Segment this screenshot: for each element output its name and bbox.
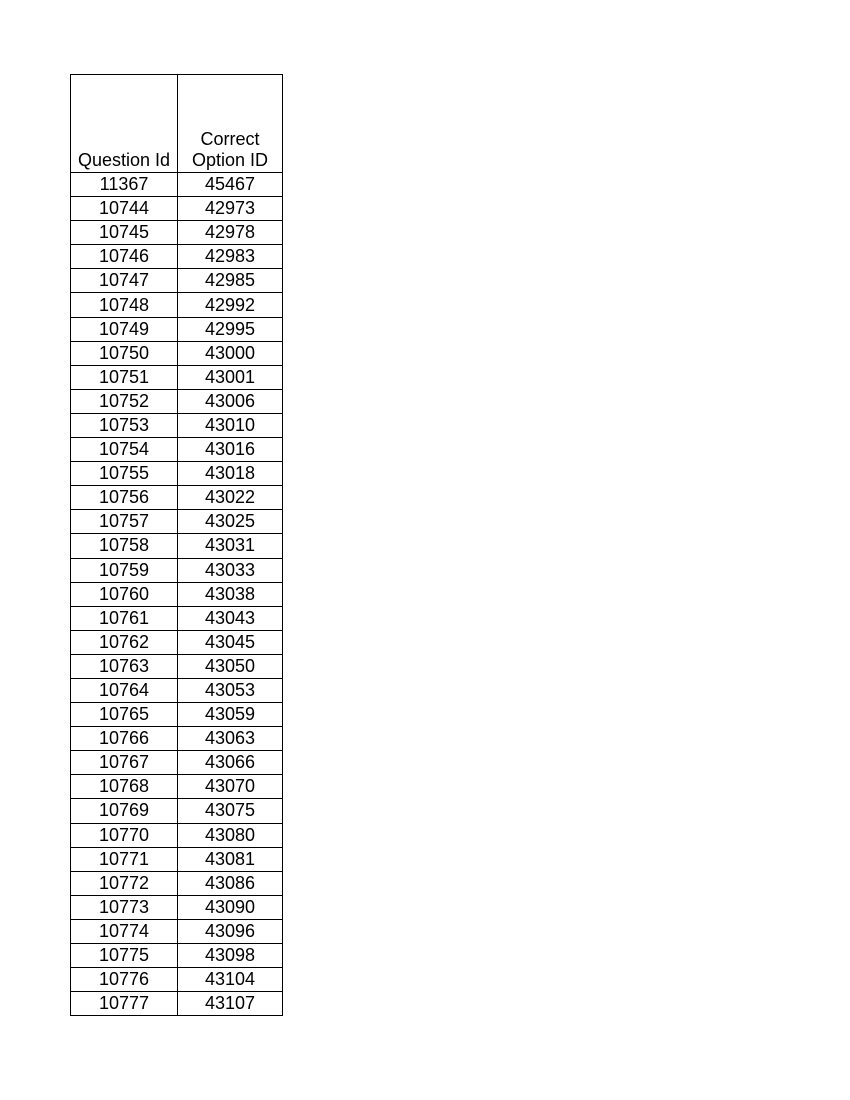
question-id-cell: 10756 (71, 486, 178, 510)
question-id-cell: 10746 (71, 245, 178, 269)
correct-option-id-cell: 43086 (178, 871, 283, 895)
correct-option-id-header-line-2: Option ID (191, 150, 269, 170)
correct-option-id-cell: 43081 (178, 847, 283, 871)
table-header (71, 75, 283, 173)
question-id-cell: 10755 (71, 462, 178, 486)
question-id-cell: 10769 (71, 799, 178, 823)
correct-option-id-cell: 43070 (178, 775, 283, 799)
question-id-cell: 10766 (71, 727, 178, 751)
correct-option-id-cell: 43104 (178, 968, 283, 992)
correct-option-id-cell: 43001 (178, 365, 283, 389)
question-id-cell: 10754 (71, 438, 178, 462)
table-body (71, 173, 283, 1016)
correct-option-id-cell: 43006 (178, 389, 283, 413)
question-id-cell: 10771 (71, 847, 178, 871)
question-id-cell: 10748 (71, 293, 178, 317)
table-row (71, 365, 283, 389)
table-row (71, 221, 283, 245)
question-id-cell: 10763 (71, 654, 178, 678)
question-id-cell: 10747 (71, 269, 178, 293)
correct-option-id-cell: 43025 (178, 510, 283, 534)
correct-option-id-cell: 43010 (178, 413, 283, 437)
question-id-cell: 10767 (71, 751, 178, 775)
table-row (71, 197, 283, 221)
question-id-cell: 10758 (71, 534, 178, 558)
question-id-cell: 10774 (71, 919, 178, 943)
correct-option-id-cell: 45467 (178, 173, 283, 197)
table-row (71, 317, 283, 341)
table-row (71, 606, 283, 630)
question-id-cell: 10773 (71, 895, 178, 919)
table-row (71, 341, 283, 365)
correct-option-id-header (178, 75, 283, 173)
table-row (71, 775, 283, 799)
table-row (71, 534, 283, 558)
question-id-cell: 10770 (71, 823, 178, 847)
correct-option-id-cell: 43075 (178, 799, 283, 823)
question-id-cell: 10761 (71, 606, 178, 630)
correct-option-id-cell: 43053 (178, 678, 283, 702)
table-row (71, 944, 283, 968)
correct-option-id-cell: 43031 (178, 534, 283, 558)
table-row (71, 173, 283, 197)
correct-option-id-cell: 43098 (178, 944, 283, 968)
table-row (71, 438, 283, 462)
table-row (71, 751, 283, 775)
table-row (71, 293, 283, 317)
correct-option-id-cell: 42985 (178, 269, 283, 293)
table-row (71, 510, 283, 534)
question-id-cell: 10750 (71, 341, 178, 365)
correct-option-id-cell: 43038 (178, 582, 283, 606)
correct-option-id-cell: 42995 (178, 317, 283, 341)
question-id-cell: 10745 (71, 221, 178, 245)
question-id-cell: 10752 (71, 389, 178, 413)
table-row (71, 462, 283, 486)
question-id-cell: 10768 (71, 775, 178, 799)
table-row (71, 727, 283, 751)
correct-option-id-cell: 43045 (178, 630, 283, 654)
correct-option-id-cell: 43063 (178, 727, 283, 751)
correct-option-id-cell: 42973 (178, 197, 283, 221)
table-row (71, 871, 283, 895)
header-row (71, 75, 283, 173)
correct-option-id-cell: 43050 (178, 654, 283, 678)
table-row (71, 968, 283, 992)
correct-option-id-cell: 43066 (178, 751, 283, 775)
correct-option-id-cell: 43000 (178, 341, 283, 365)
question-id-cell: 10760 (71, 582, 178, 606)
correct-option-id-cell: 43018 (178, 462, 283, 486)
table-row (71, 992, 283, 1016)
answer-key-table (70, 74, 283, 1016)
question-id-cell: 10776 (71, 968, 178, 992)
table-row (71, 486, 283, 510)
correct-option-id-cell: 42992 (178, 293, 283, 317)
question-id-cell: 10775 (71, 944, 178, 968)
table-row (71, 389, 283, 413)
question-id-cell: 10753 (71, 413, 178, 437)
correct-option-id-cell: 43107 (178, 992, 283, 1016)
correct-option-id-cell: 43059 (178, 703, 283, 727)
table-row (71, 678, 283, 702)
table-row (71, 558, 283, 582)
table-row (71, 630, 283, 654)
question-id-cell: 10765 (71, 703, 178, 727)
correct-option-id-cell: 42983 (178, 245, 283, 269)
table-row (71, 703, 283, 727)
question-id-cell: 10772 (71, 871, 178, 895)
table-row (71, 895, 283, 919)
correct-option-id-cell: 43043 (178, 606, 283, 630)
question-id-cell: 10749 (71, 317, 178, 341)
table-row (71, 582, 283, 606)
table-row (71, 919, 283, 943)
table-row (71, 799, 283, 823)
question-id-cell: 10751 (71, 365, 178, 389)
table-row (71, 269, 283, 293)
question-id-cell: 10757 (71, 510, 178, 534)
question-id-cell: 10762 (71, 630, 178, 654)
correct-option-id-cell: 43033 (178, 558, 283, 582)
correct-option-id-cell: 43016 (178, 438, 283, 462)
table-row (71, 847, 283, 871)
question-id-cell: 11367 (71, 173, 178, 197)
table-row (71, 823, 283, 847)
question-id-cell: 10764 (71, 678, 178, 702)
table-row (71, 245, 283, 269)
question-id-cell: 10744 (71, 197, 178, 221)
table-row (71, 413, 283, 437)
table-row (71, 654, 283, 678)
question-id-cell: 10777 (71, 992, 178, 1016)
question-id-cell: 10759 (71, 558, 178, 582)
correct-option-id-cell: 43096 (178, 919, 283, 943)
correct-option-id-cell: 42978 (178, 221, 283, 245)
correct-option-id-header-line-1: Correct (200, 129, 260, 149)
correct-option-id-cell: 43080 (178, 823, 283, 847)
correct-option-id-cell: 43090 (178, 895, 283, 919)
correct-option-id-cell: 43022 (178, 486, 283, 510)
question-id-header (71, 75, 178, 173)
question-id-header-line: Question Id (77, 150, 171, 170)
